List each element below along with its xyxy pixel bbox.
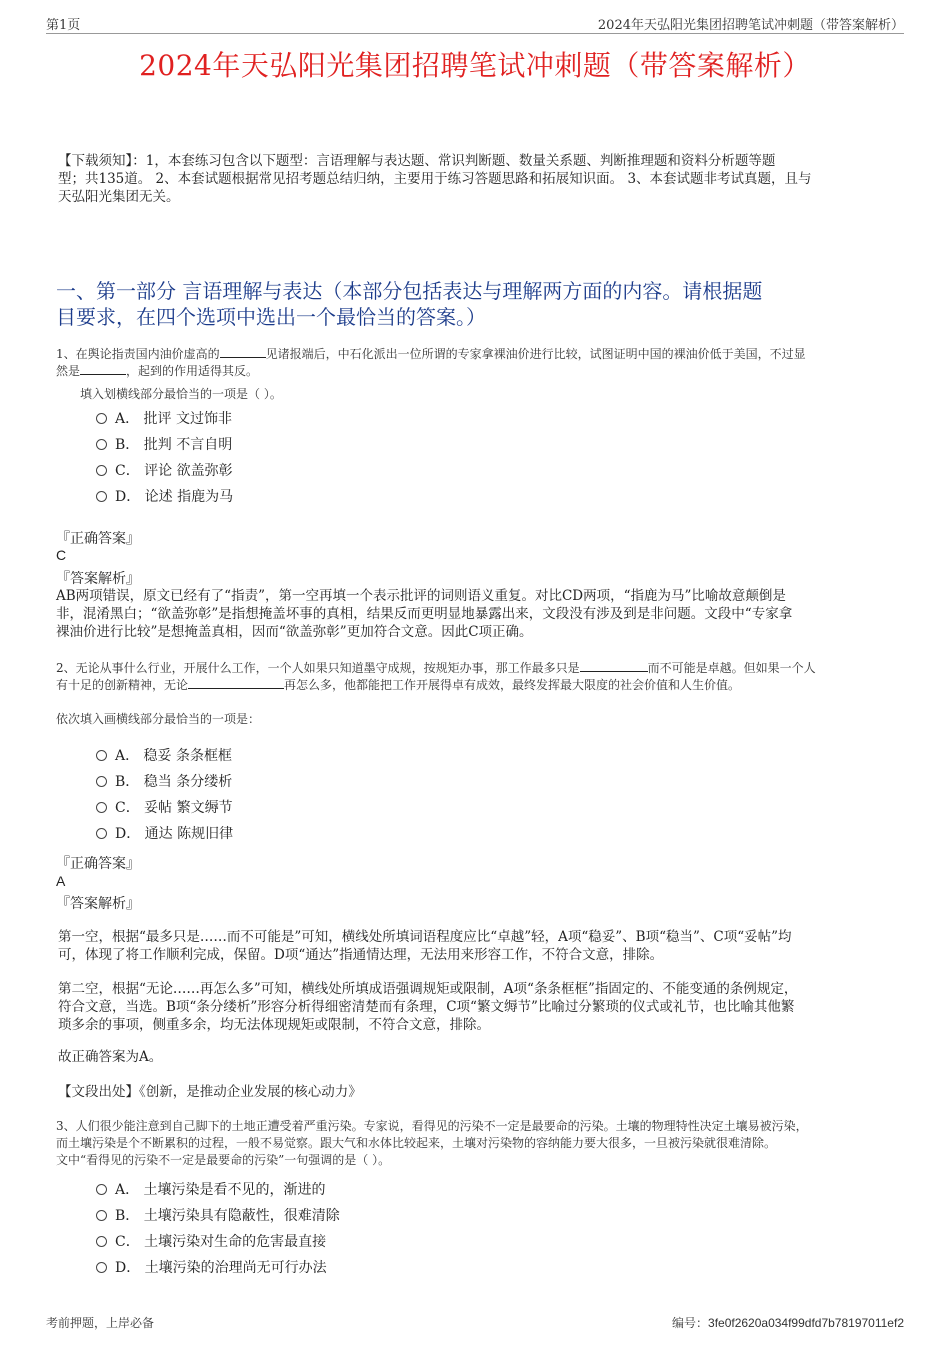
analysis-line: 琐多余的事项，侧重多余，均无法体现规矩或限制，不符合文意，排除。 bbox=[58, 1017, 490, 1033]
option-label: A． 稳妥 条条框框 bbox=[115, 748, 233, 764]
radio-button[interactable] bbox=[96, 491, 107, 502]
analysis-line: 可，体现了将工作顺利完成，保留。D项“通达”指通情达理，无法用来形容工作，不符合文意，排除。 bbox=[58, 947, 664, 963]
notice-line-3: 天弘阳光集团无关。 bbox=[58, 189, 180, 205]
option-label: D． 论述 指鹿为马 bbox=[115, 489, 234, 505]
q2-stem-part: 有十足的创新精神，无论 bbox=[56, 678, 189, 692]
q2-stem bbox=[56, 660, 916, 694]
option-label: D． 通达 陈规旧律 bbox=[115, 826, 234, 842]
q2-analysis-p1 bbox=[58, 928, 908, 964]
option-label: B． 土壤污染具有隐蔽性，很难清除 bbox=[115, 1208, 340, 1224]
q2-option-c[interactable] bbox=[96, 798, 233, 818]
q2-stem-part: 而不可能是卓越。但如果一个人 bbox=[647, 661, 816, 675]
q2-source: 【文段出处】《创新，是推动企业发展的核心动力》 bbox=[58, 1084, 362, 1100]
q2-answer-label: 『正确答案』 bbox=[56, 856, 140, 872]
radio-button[interactable] bbox=[96, 1236, 107, 1247]
radio-button[interactable] bbox=[96, 465, 107, 476]
section-heading bbox=[56, 278, 916, 330]
section-heading-line-2: 目要求，在四个选项中选出一个最恰当的答案。） bbox=[56, 305, 486, 329]
page-number: 第1页 bbox=[46, 18, 81, 33]
q2-option-d[interactable] bbox=[96, 824, 233, 844]
option-label: C． 评论 欲盖弥彰 bbox=[115, 463, 233, 479]
q1-stem-part: 然是 bbox=[56, 364, 81, 378]
q3-prompt: 文中“看得见的污染不一定是最要命的污染”一句强调的是（ ）。 bbox=[56, 1153, 391, 1167]
option-label: B． 稳当 条分缕析 bbox=[115, 774, 233, 790]
q1-stem-part: 见诸报端后，中石化派出一位所谓的专家拿裸油价进行比较，试图证明中国的裸油价低于美国，不过显 bbox=[265, 347, 806, 361]
radio-button[interactable] bbox=[96, 413, 107, 424]
analysis-line: AB两项错误，原文已经有了“指责”，第一空再填一个表示批评的词则语义重复。对比CD两项，“指鹿为马”比喻故意颠倒是 bbox=[56, 588, 786, 604]
q1-analysis-label: 『答案解析』 bbox=[56, 571, 140, 587]
option-label: B． 批判 不言自明 bbox=[115, 437, 233, 453]
option-label: C． 土壤污染对生命的危害最直接 bbox=[115, 1234, 327, 1250]
q2-stem-part: 再怎么多，他都能把工作开展得卓有成效，最终发挥最大限度的社会价值和人生价值。 bbox=[284, 678, 741, 692]
analysis-line: 裸油价进行比较”是想掩盖真相，因而“欲盖弥彰”更加符合文意。因此C项正确。 bbox=[56, 624, 533, 640]
radio-button[interactable] bbox=[96, 1184, 107, 1195]
q3-stem-line: 而土壤污染是个不断累积的过程，一般不易觉察。跟大气和水体比较起来，土壤对污染物的容纳能力要大很多，一旦被污染就很难清除。 bbox=[56, 1136, 777, 1150]
q3-option-a[interactable] bbox=[96, 1180, 326, 1200]
analysis-line: 第一空，根据“最多只是……而不可能是”可知，横线处所填词语程度应比“卓越”轻，A项“稳妥”、B项“稳当”、C项“妥帖”均 bbox=[58, 929, 792, 945]
header-divider bbox=[46, 33, 904, 34]
notice-line-2: 型；共135道。 2、本套试题根据常见招考题总结归纳，主要用于练习答题思路和拓展知识面。 3、本套试题非考试真题，且与 bbox=[58, 171, 812, 187]
footer-slogan: 考前押题，上岸必备 bbox=[46, 1316, 155, 1330]
q2-conclusion: 故正确答案为A。 bbox=[58, 1049, 163, 1065]
radio-button[interactable] bbox=[96, 1210, 107, 1221]
option-label: A． 土壤污染是看不见的，渐进的 bbox=[115, 1182, 326, 1198]
q1-blank-2 bbox=[80, 374, 126, 375]
q2-stem-part: 2、无论从事什么行业，开展什么工作，一个人如果只知道墨守成规，按规矩办事，那工作最多只是 bbox=[56, 661, 580, 675]
q1-stem-part: 1、在舆论指责国内油价虚高的 bbox=[56, 347, 220, 361]
analysis-line: 第二空，根据“无论……再怎么多”可知，横线处所填成语强调规矩或限制，A项“条条框框”指固定的、不能变通的条例规定， bbox=[58, 981, 798, 997]
radio-button[interactable] bbox=[96, 776, 107, 787]
q3-option-d[interactable] bbox=[96, 1258, 327, 1278]
analysis-line: 非，混淆黑白；“欲盖弥彰”是指想掩盖坏事的真相，结果反而更明显地暴露出来，文段没有涉及到是非问题。文段中“专家拿 bbox=[56, 606, 793, 622]
analysis-line: 符合文意，当选。B项“条分缕析”形容分析得细密清楚而有条理，C项“繁文缛节”比喻过分繁琐的仪式或礼节，也比喻其他繁 bbox=[58, 999, 795, 1015]
option-label: D． 土壤污染的治理尚无可行办法 bbox=[115, 1260, 327, 1276]
radio-button[interactable] bbox=[96, 750, 107, 761]
page-title: 2024年天弘阳光集团招聘笔试冲刺题（带答案解析） bbox=[139, 49, 811, 82]
q1-stem bbox=[56, 346, 916, 380]
q2-blank-2 bbox=[188, 688, 284, 689]
q2-prompt: 依次填入画横线部分最恰当的一项是： bbox=[56, 712, 261, 726]
q1-answer-label: 『正确答案』 bbox=[56, 531, 140, 547]
q2-option-b[interactable] bbox=[96, 772, 232, 792]
q2-answer: A bbox=[56, 873, 66, 889]
q3-stem bbox=[56, 1118, 926, 1169]
header-doc-title: 2024年天弘阳光集团招聘笔试冲刺题（带答案解析） bbox=[597, 18, 904, 33]
q1-stem-part: ，起到的作用适得其反。 bbox=[126, 364, 259, 378]
q3-option-c[interactable] bbox=[96, 1232, 326, 1252]
q1-option-d[interactable] bbox=[96, 487, 233, 507]
q2-blank-1 bbox=[580, 671, 648, 672]
option-label: A． 批评 文过饰非 bbox=[115, 411, 233, 427]
option-label: C． 妥帖 繁文缛节 bbox=[115, 800, 233, 816]
q1-prompt: 填入划横线部分最恰当的一项是（ ）。 bbox=[80, 387, 282, 401]
radio-button[interactable] bbox=[96, 802, 107, 813]
q3-stem-line: 3、人们很少能注意到自己脚下的土地正遭受着严重污染。专家说，看得见的污染不一定是最要命的污染。土壤的物理特性决定土壤易被污染， bbox=[56, 1119, 808, 1133]
section-heading-line-1: 一、第一部分 言语理解与表达（本部分包括表达与理解两方面的内容。请根据题 bbox=[56, 279, 763, 303]
q2-analysis-p2 bbox=[58, 980, 908, 1034]
radio-button[interactable] bbox=[96, 1262, 107, 1273]
q1-analysis bbox=[56, 587, 916, 641]
q3-option-b[interactable] bbox=[96, 1206, 340, 1226]
radio-button[interactable] bbox=[96, 828, 107, 839]
q2-analysis-label: 『答案解析』 bbox=[56, 896, 140, 912]
q1-blank-1 bbox=[220, 357, 266, 358]
download-notice bbox=[58, 152, 908, 206]
footer-id-code: 3fe0f2620a034f99dfd7b78197011ef2 bbox=[708, 1316, 904, 1330]
q1-answer: C bbox=[56, 547, 67, 563]
q1-option-b[interactable] bbox=[96, 435, 232, 455]
notice-line-1: 【下载须知】：1，本套练习包含以下题型：言语理解与表达题、常识判断题、数量关系题、判断推理题和资料分析题等题 bbox=[58, 153, 776, 169]
q1-option-a[interactable] bbox=[96, 409, 232, 429]
q2-option-a[interactable] bbox=[96, 746, 232, 766]
footer-id-label: 编号： bbox=[672, 1316, 709, 1330]
radio-button[interactable] bbox=[96, 439, 107, 450]
q1-option-c[interactable] bbox=[96, 461, 233, 481]
footer-document-id bbox=[672, 1314, 904, 1331]
